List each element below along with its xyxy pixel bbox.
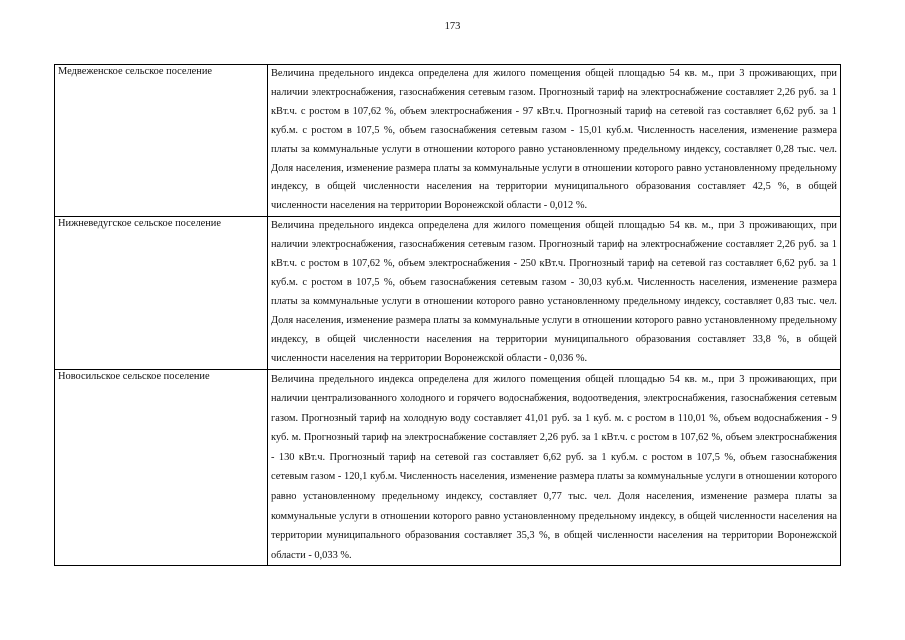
settlement-name: Медвеженское сельское поселение [55,65,268,217]
table-row [55,369,841,566]
table-row [55,217,841,369]
settlement-name: Нижневедугское сельское поселение [55,217,268,369]
index-description: Величина предельного индекса определена для жилого помещения общей площадью 54 кв. м., при 3 проживающих, при наличии электроснабжения, газоснабжения сетевым газом. Прогнозный тариф на электроснабжение составляет 2,26 руб. за 1 кВт.ч. с ростом в 107,62 %, объем электроснабжения - 250 кВт.ч. Прогнозный тариф на сетевой газ составляет 6,62 руб. за 1 куб.м. с ростом в 107,5 %, объем газоснабжения сетевым газом - 30,03 куб.м. Численность населения, изменение размера платы за коммунальные услуги в отношении которого равно установленному предельному индексу, составляет 0,83 тыс. чел. Доля населения, изменение размера платы за коммунальные услуги в отношении которого равно установленному предельному индексу, в общей численности населения на территории муниципального образования составляет 33,8 %, в общей численности населения на территории Воронежской области - 0,036 %. [271,220,837,364]
tariff-index-table [54,64,841,566]
page-number: 173 [444,21,461,32]
index-description: Величина предельного индекса определена для жилого помещения общей площадью 54 кв. м., при 3 проживающих, при наличии электроснабжения, газоснабжения сетевым газом. Прогнозный тариф на электроснабжение составляет 2,26 руб. за 1 кВт.ч. с ростом в 107,62 %, объем электроснабжения - 97 кВт.ч. Прогнозный тариф на сетевой газ составляет 6,62 руб. за 1 куб.м. с ростом в 107,5 %, объем газоснабжения сетевым газом - 15,01 куб.м. Численность населения, изменение размера платы за коммунальные услуги в отношении которого равно установленному предельному индексу, составляет 0,28 тыс. чел. Доля населения, изменение размера платы за коммунальные услуги в отношении которого равно установленному предельному индексу, в общей численности населения на территории муниципального образования составляет 42,5 %, в общей численности населения на территории Воронежской области - 0,012 %. [271,68,837,212]
index-description-cell [268,65,841,217]
index-description-cell [268,217,841,369]
index-description: Величина предельного индекса определена для жилого помещения общей площадью 54 кв. м., при 3 проживающих, при наличии централизованного холодного и горячего водоснабжения, водоотведения, электроснабжения, газоснабжения сетевым газом. Прогнозный тариф на холодную воду составляет 41,01 руб. за 1 куб. м. с ростом в 110,01 %, объем водоснабжения - 9 куб. м. Прогнозный тариф на электроснабжение составляет 2,26 руб. за 1 кВт.ч. с ростом в 107,62 %, объем электроснабжения - 130 кВт.ч. Прогнозный тариф на сетевой газ составляет 6,62 руб. за 1 куб.м. с ростом в 107,5 %, объем газоснабжения сетевым газом - 120,1 куб.м. Численность населения, изменение размера платы за коммунальные услуги в отношении которого равно установленному предельному индексу, составляет 0,77 тыс. чел. Доля населения, изменение размера платы за коммунальные услуги в отношении которого равно установленному предельному индексу, в общей численности населения на территории муниципального образования составляет 35,3 %, в общей численности населения на территории Воронежской области - 0,033 %. [271,373,837,561]
index-description-cell [268,369,841,566]
table-row [55,65,841,217]
settlement-name: Новосильское сельское поселение [55,369,268,566]
